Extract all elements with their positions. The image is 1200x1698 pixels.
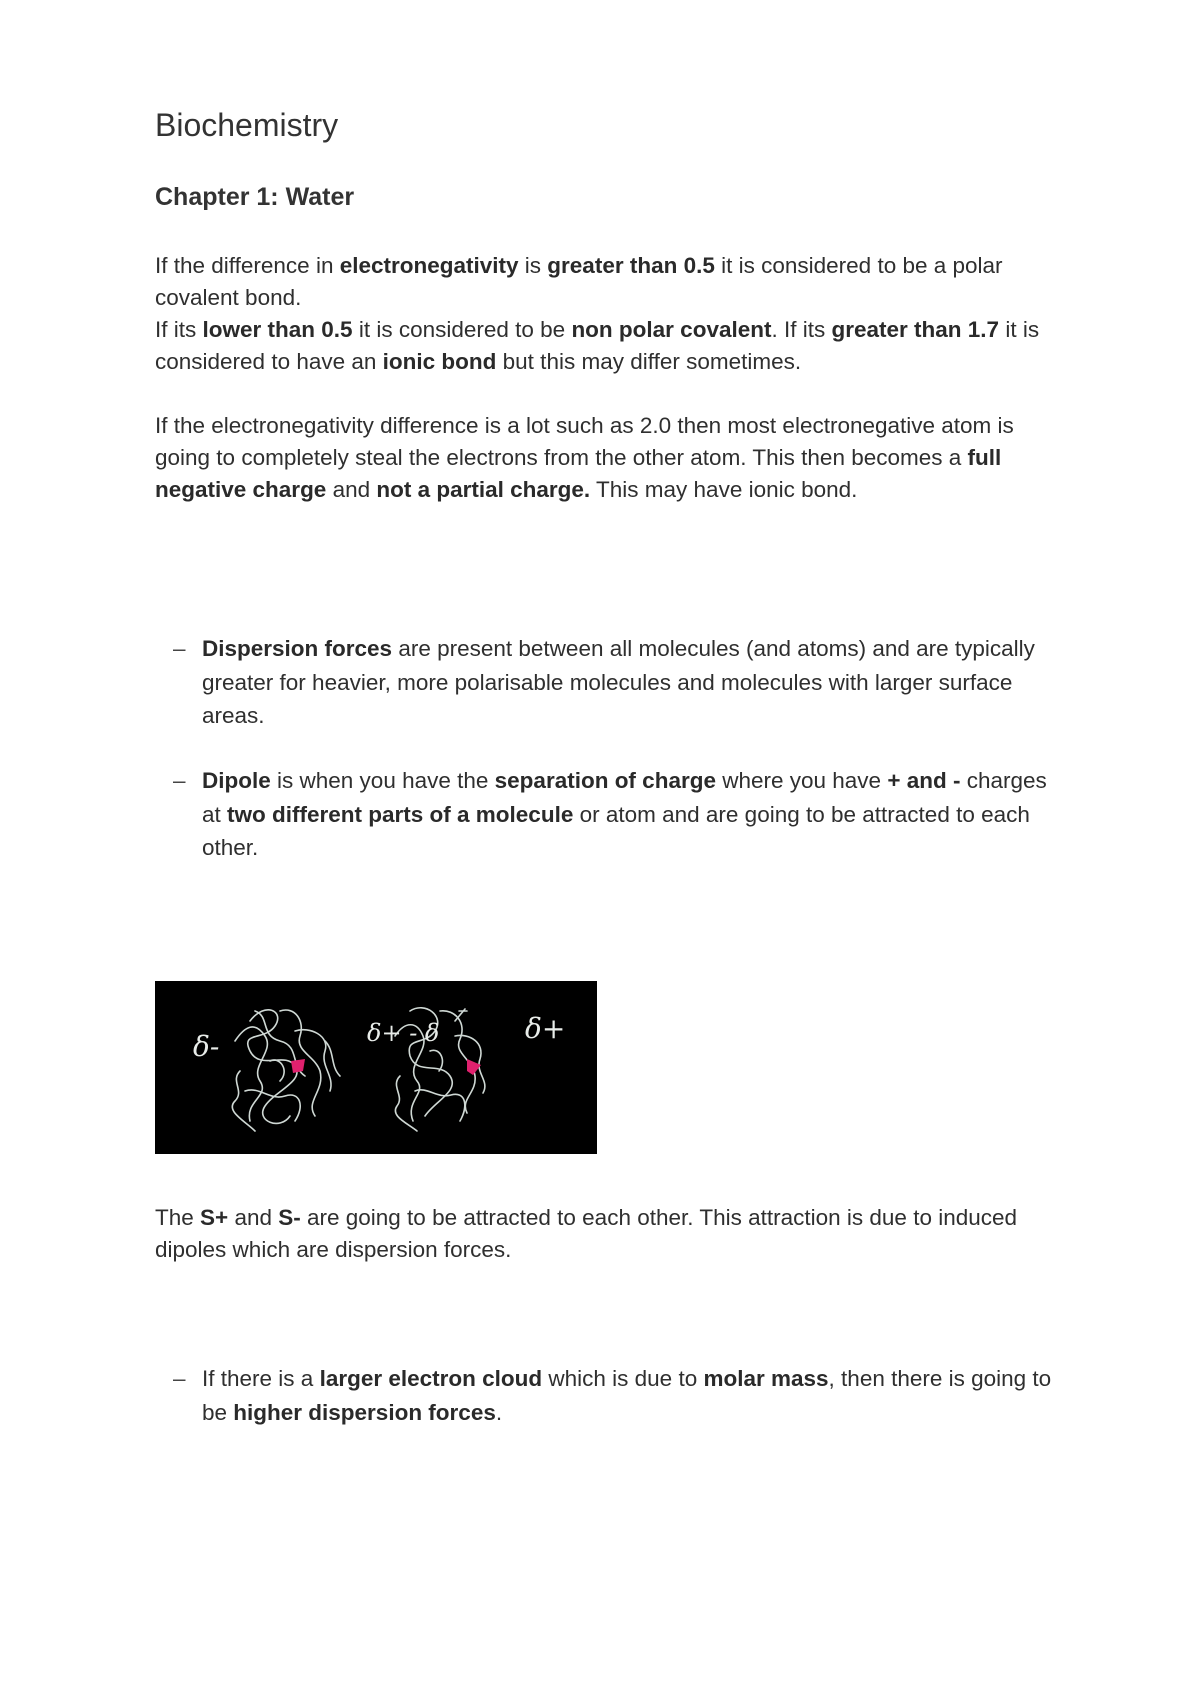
- delta-middle-label: δ+ - δ: [367, 1019, 440, 1047]
- bullet-dash: –: [173, 768, 186, 793]
- document-title: Biochemistry: [155, 107, 339, 143]
- left-accent-mark: [291, 1059, 305, 1073]
- bold-term: S+: [200, 1205, 229, 1230]
- text-run: If the difference in: [155, 253, 340, 278]
- text-run: This may have ionic bond.: [590, 477, 858, 502]
- chapter-heading: Chapter 1: Water: [155, 183, 355, 211]
- text-run: it is considered to be a polar covalent bond.: [155, 253, 1003, 310]
- bold-term: not a partial charge.: [376, 477, 591, 502]
- bold-term: lower than 0.5: [202, 317, 353, 342]
- list-item-text: [202, 1362, 1053, 1429]
- text-run: is: [518, 253, 548, 278]
- list-item-dipole: [173, 764, 1053, 865]
- list-item-dispersion: [173, 632, 1053, 733]
- bullet-dash: –: [173, 1366, 186, 1391]
- bold-term: Dipole: [202, 768, 271, 793]
- bold-term: larger electron cloud: [319, 1366, 543, 1391]
- bold-term: non polar covalent: [571, 317, 772, 342]
- list-item-electron-cloud: [173, 1362, 1053, 1429]
- bold-term: molar mass: [703, 1366, 829, 1391]
- text-run: , then there is going to be: [202, 1366, 1052, 1425]
- text-run: where you have: [715, 768, 888, 793]
- bold-term: separation of charge: [494, 768, 716, 793]
- paragraph-electronegativity: [155, 250, 1055, 378]
- text-run: it is considered to have an: [155, 317, 1040, 374]
- bold-term: S-: [278, 1205, 301, 1230]
- text-run: or atom and are going to be attracted to each other.: [202, 801, 1030, 860]
- text-run: which is due to: [542, 1366, 704, 1391]
- delta-plus-label: δ+: [525, 1012, 566, 1045]
- text-run: are going to be attracted to each other. This attraction is due to induced dipoles which are dispersion forces.: [155, 1205, 1018, 1262]
- bullet-dash: –: [173, 636, 186, 661]
- list-item-text: [202, 632, 1053, 733]
- bold-term: two different parts of a molecule: [227, 801, 574, 827]
- text-run: If its: [155, 317, 203, 342]
- delta-minus-label: δ-: [193, 1030, 220, 1063]
- bold-term: greater than 1.7: [831, 317, 1000, 342]
- bold-term: electronegativity: [339, 253, 519, 278]
- text-run: .: [495, 1399, 503, 1425]
- text-run: charges at: [202, 768, 1047, 827]
- text-run: If the electronegativity difference is a lot such as 2.0 then most electronegative atom is going to completely steal the electrons from the other atom. This then becomes a: [155, 413, 1014, 470]
- text-run: are present between all molecules (and atoms) and are typically greater for heavier, more polarisable molecules and molecules with larger surface areas.: [202, 636, 1035, 728]
- text-run: is when you have the: [270, 768, 495, 793]
- text-run: If there is a: [202, 1366, 320, 1391]
- bold-term: full negative charge: [155, 445, 1002, 502]
- text-run: and: [326, 477, 377, 502]
- text-run: The: [155, 1205, 201, 1230]
- list-item-text: [202, 764, 1053, 865]
- text-run: it is considered to be: [352, 317, 572, 342]
- text-run: . If its: [771, 317, 832, 342]
- bold-term: Dispersion forces: [202, 636, 393, 661]
- bold-term: greater than 0.5: [547, 253, 715, 278]
- bold-term: higher dispersion forces: [233, 1399, 496, 1425]
- paragraph-ionic: [155, 410, 1055, 506]
- text-run: and: [228, 1205, 279, 1230]
- bold-term: ionic bond: [382, 349, 497, 374]
- text-run: but this may differ sometimes.: [496, 349, 802, 374]
- dipole-figure: [155, 981, 597, 1154]
- bold-term: + and -: [887, 768, 961, 793]
- paragraph-attraction: [155, 1202, 1055, 1266]
